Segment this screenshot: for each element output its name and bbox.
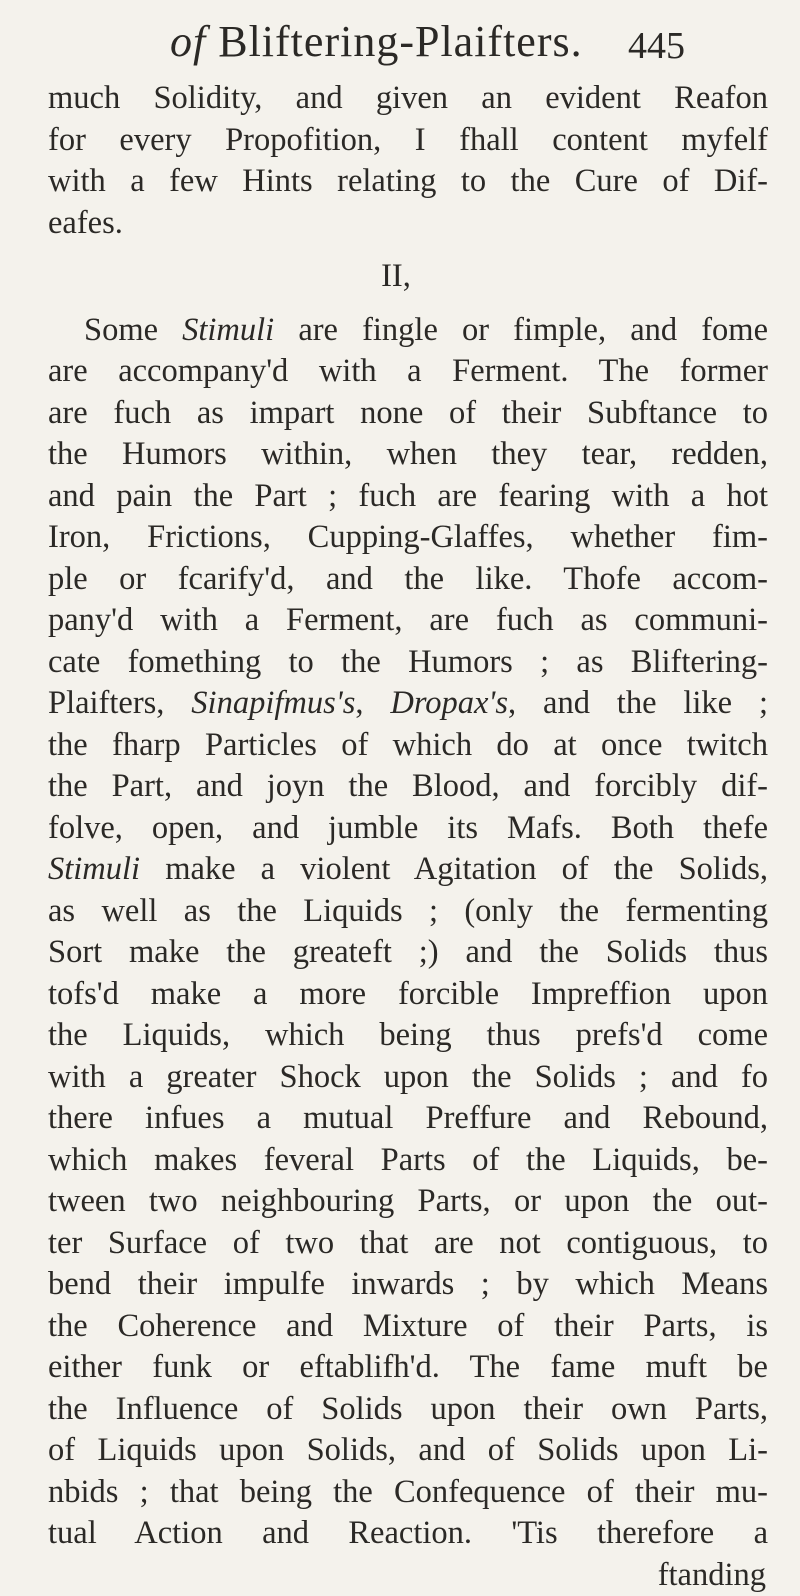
page-number: 445 (628, 24, 685, 68)
text-line: the Humors within, when they tear, redden, (48, 434, 768, 476)
text-line: nbids ; that being the Confequence of their mu- (48, 1472, 768, 1514)
text-line: bend their impulfe inwards ; by which Means (48, 1264, 768, 1306)
text-line: either funk or eftablifh'd. The fame muft be (48, 1347, 768, 1389)
text-line: Sort make the greateft ;) and the Solids thus (48, 932, 768, 974)
text-line: pany'd with a Ferment, are fuch as communi- (48, 600, 768, 642)
body-text (48, 78, 768, 1596)
text-line: much Solidity, and given an evident Reafon (48, 78, 768, 120)
text-line: the Liquids, which being thus prefs'd come (48, 1015, 768, 1057)
text-line: Some Stimuli are fingle or fimple, and fome (48, 310, 768, 352)
text-line: cate fomething to the Humors ; as Bliftering- (48, 642, 768, 684)
text-line: the fharp Particles of which do at once twitch (48, 725, 768, 767)
text-line: ter Surface of two that are not contiguous, to (48, 1223, 768, 1265)
text-line: for every Propofition, I fhall content myfelf (48, 120, 768, 162)
text-line: ple or fcarify'd, and the like. Thofe accom- (48, 559, 768, 601)
catchword: ftanding (48, 1555, 768, 1596)
text-line: with a few Hints relating to the Cure of Dif- (48, 161, 768, 203)
text-line: Iron, Frictions, Cupping-Glaffes, whether fim- (48, 517, 768, 559)
text-line: tween two neighbouring Parts, or upon the out- (48, 1181, 768, 1223)
text-line: and pain the Part ; fuch are fearing with a hot (48, 476, 768, 518)
running-title-main: Bliftering-Plaifters. (218, 17, 582, 66)
text-line: of Liquids upon Solids, and of Solids upon Li- (48, 1430, 768, 1472)
text-line: with a greater Shock upon the Solids ; and fo (48, 1057, 768, 1099)
text-line: there infues a mutual Preffure and Rebound, (48, 1098, 768, 1140)
section-number: II, (48, 256, 768, 298)
running-header (0, 12, 800, 82)
text-line: eafes. (48, 203, 768, 245)
running-title (170, 16, 583, 67)
text-line: Plaifters, Sinapifmus's, Dropax's, and the like ; (48, 683, 768, 725)
text-line: the Influence of Solids upon their own Parts, (48, 1389, 768, 1431)
text-line: which makes feveral Parts of the Liquids, be- (48, 1140, 768, 1182)
running-title-prefix: of (170, 17, 206, 66)
text-line: are fuch as impart none of their Subftance to (48, 393, 768, 435)
text-line: the Part, and joyn the Blood, and forcibly dif- (48, 766, 768, 808)
text-line: Stimuli make a violent Agitation of the Solids, (48, 849, 768, 891)
text-line: tofs'd make a more forcible Impreffion upon (48, 974, 768, 1016)
text-line: folve, open, and jumble its Mafs. Both thefe (48, 808, 768, 850)
text-line: as well as the Liquids ; (only the fermenting (48, 891, 768, 933)
text-line: the Coherence and Mixture of their Parts, is (48, 1306, 768, 1348)
text-line: are accompany'd with a Ferment. The former (48, 351, 768, 393)
text-line: tual Action and Reaction. 'Tis therefore a (48, 1513, 768, 1555)
